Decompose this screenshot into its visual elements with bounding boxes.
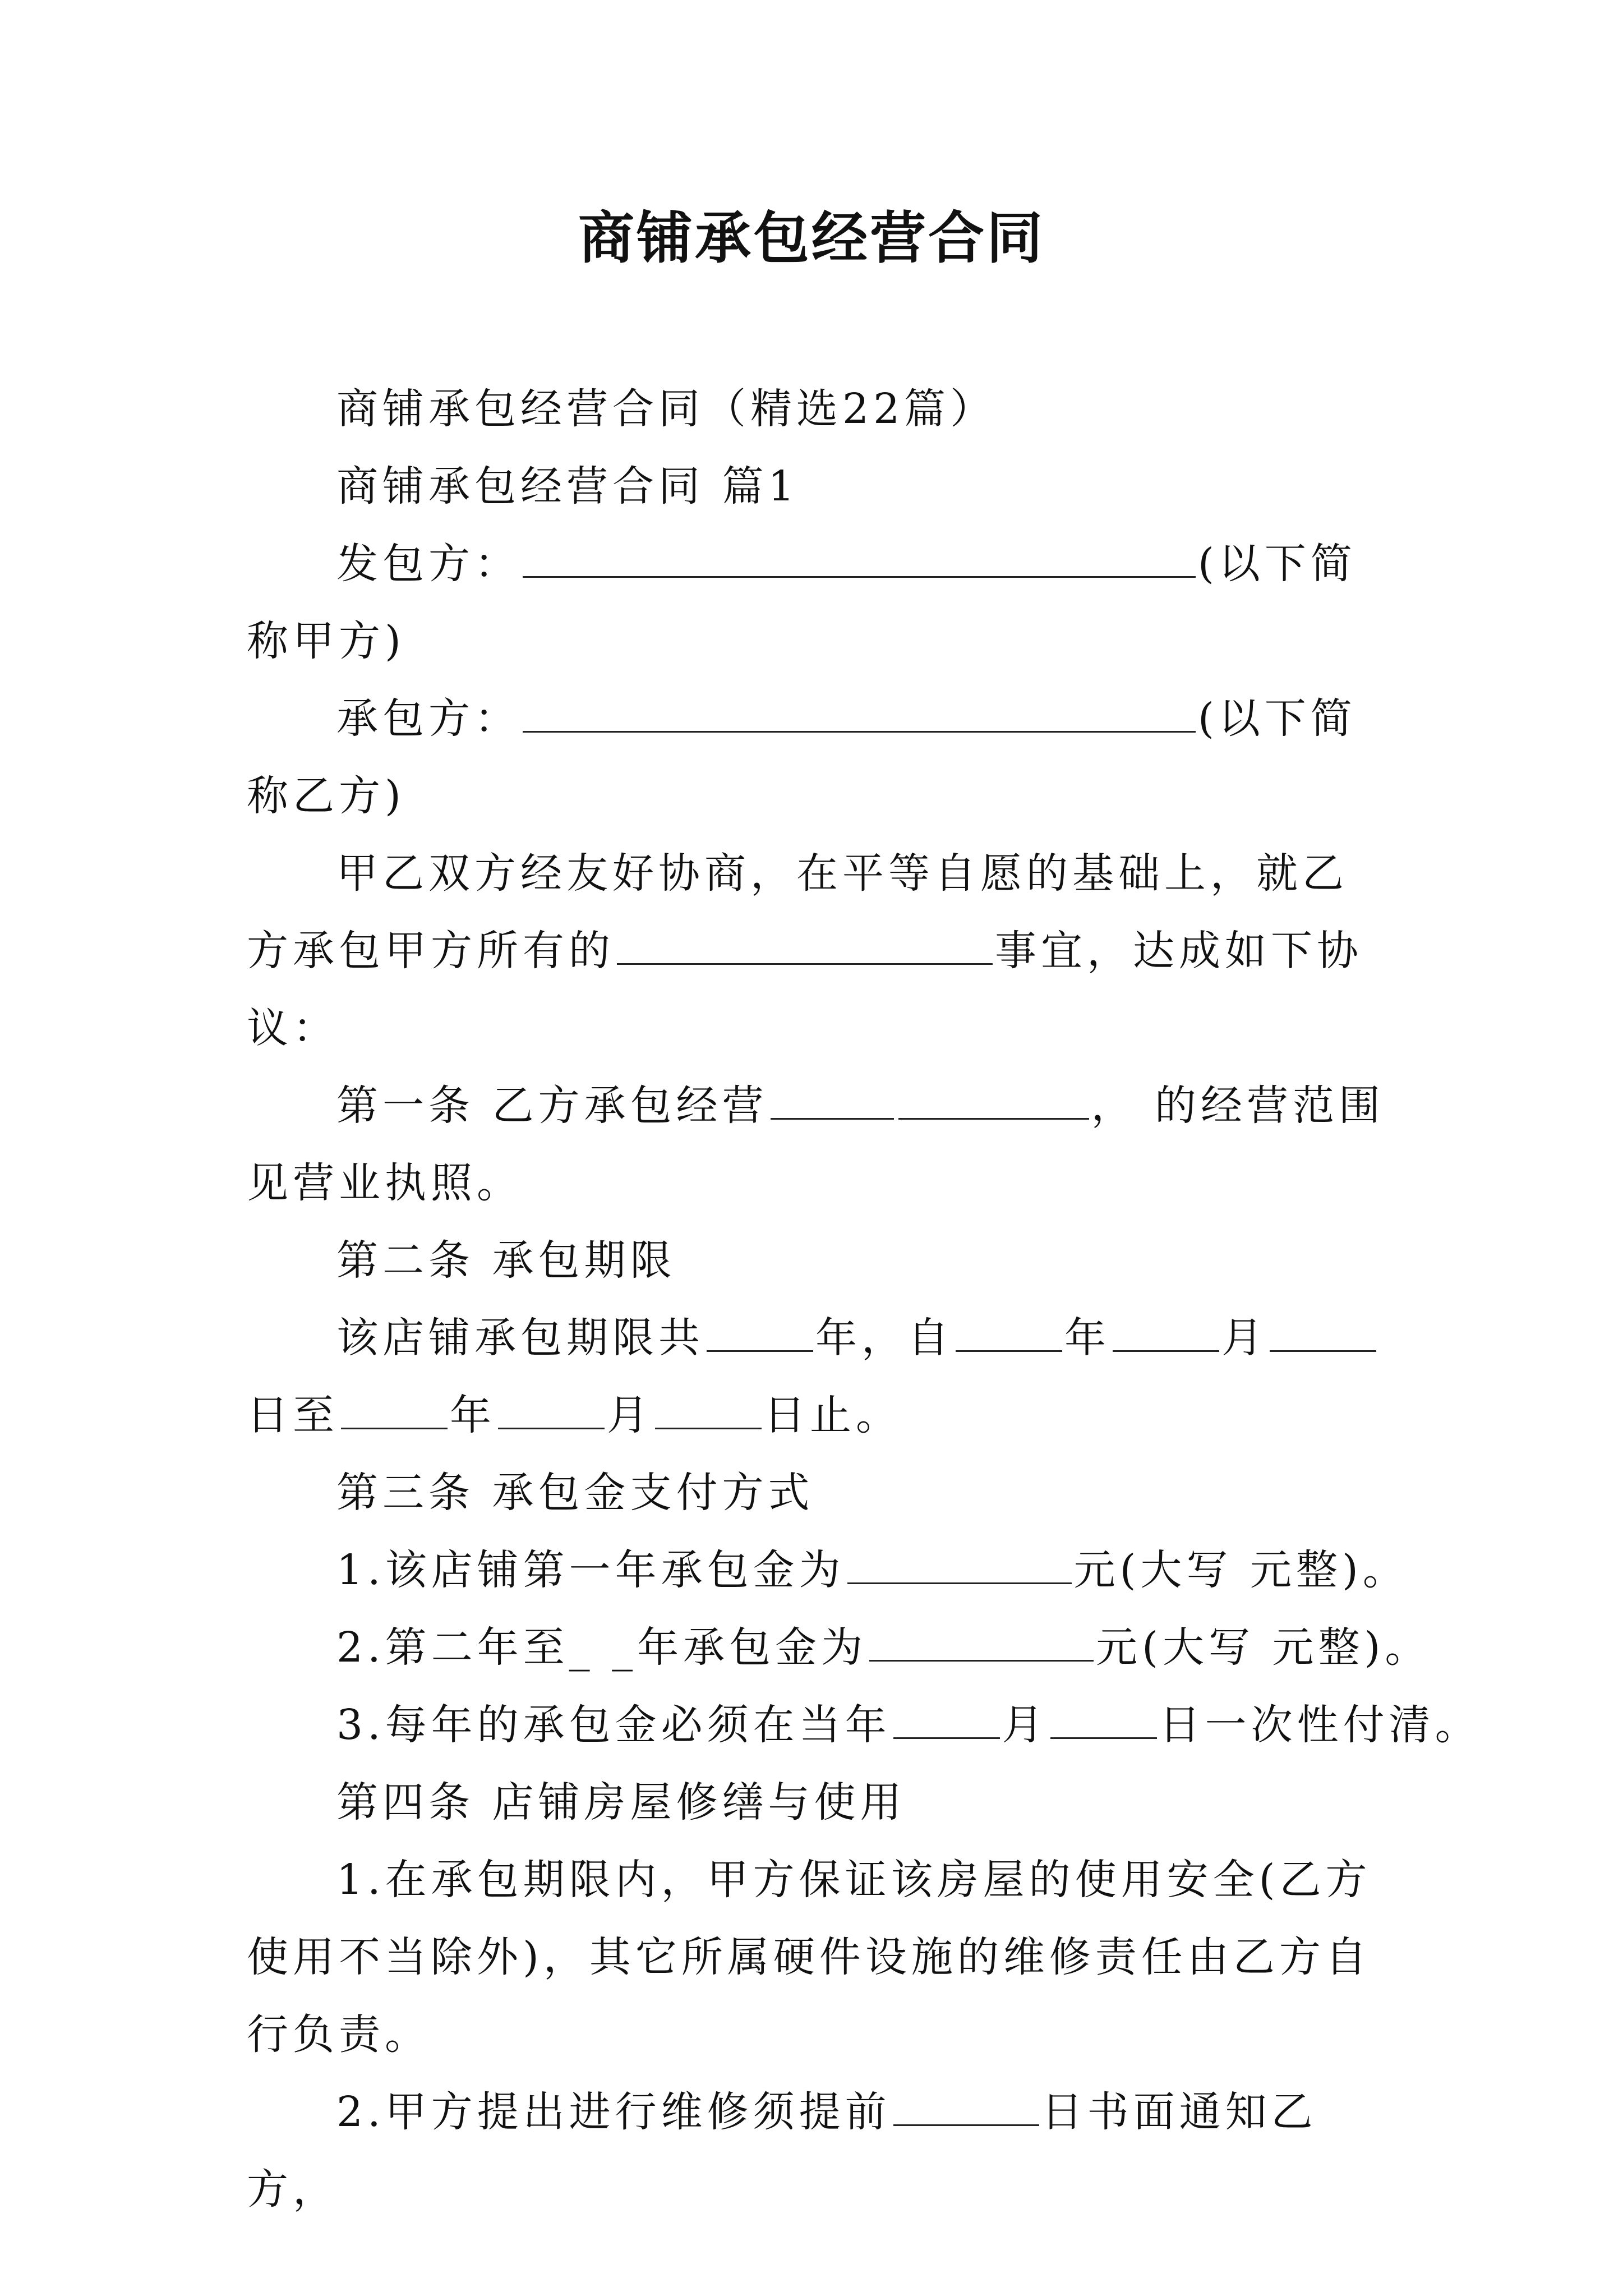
end-day-unit: 日止。 (764, 1391, 902, 1439)
contractee-blank (523, 692, 1196, 733)
end-month-blank (498, 1388, 605, 1429)
start-month-unit: 月 (1221, 1314, 1267, 1362)
article-1-blank-b (898, 1079, 1089, 1120)
contractor-label: 发包方： (336, 540, 520, 588)
repair-notice-text: 2.甲方提出进行维修须提前 (336, 2088, 891, 2136)
paragraph-article-3-heading: 第三条 承包金支付方式 (336, 1469, 814, 1517)
end-day-blank (655, 1388, 762, 1429)
paragraph-preamble (247, 835, 1391, 1067)
paragraph-fee-later-years (247, 1609, 1431, 1686)
term-years-blank (707, 1311, 813, 1352)
fee-day-blank (1050, 1698, 1157, 1739)
start-year-unit: 年 (1064, 1314, 1110, 1362)
article-1-end: ， 的经营范围见营业执照。 (247, 1082, 1385, 1207)
term-years-unit: 年，自 (815, 1314, 953, 1362)
end-month-unit: 月 (607, 1391, 653, 1439)
paragraph-fee-deadline (247, 1686, 1481, 1764)
repair-notice-end: 日书面通知乙方， (247, 2088, 1317, 2214)
paragraph-fee-first-year (247, 1531, 1409, 1609)
article-1-text: 第一条 乙方承包经营 (336, 1082, 768, 1130)
fee-first-year-blank (847, 1543, 1072, 1584)
paragraph-contractor (247, 525, 1391, 680)
preamble-end: 事宜，达成如下协议： (247, 927, 1363, 1052)
preamble-blank (617, 924, 993, 965)
fee-later-years-blank (869, 1621, 1094, 1662)
paragraph-article-1 (247, 1067, 1391, 1222)
article-1-blank-a (771, 1079, 894, 1120)
fee-deadline-text: 3.每年的承包金必须在当年 (336, 1701, 891, 1749)
paragraph-safety-clause: 1.在承包期限内，甲方保证该房屋的使用安全(乙方使用不当除外)，其它所属硬件设施的维修责任由乙方自行负责。 (247, 1856, 1372, 2059)
fee-month-unit: 月 (1002, 1701, 1048, 1749)
paragraph-article-4-heading: 第四条 店铺房屋修缮与使用 (336, 1778, 906, 1826)
fee-first-year-text: 1.该店铺第一年承包金为 (336, 1546, 845, 1594)
contractee-note: (以下简称乙方) (247, 694, 1357, 820)
paragraph-repair-notice (247, 2073, 1391, 2228)
document-body (247, 370, 1481, 2228)
document-title: 商铺承包经营合同 (578, 205, 1045, 271)
contractee-label: 承包方： (336, 694, 520, 743)
fee-later-years-end: 元(大写 元整)。 (1096, 1623, 1431, 1672)
fee-month-blank (893, 1698, 1000, 1739)
paragraph-section-heading: 商铺承包经营合同 篇1 (336, 462, 799, 510)
end-year-blank (341, 1388, 448, 1429)
start-year-blank (956, 1311, 1062, 1352)
term-text: 该店铺承包期限共 (336, 1314, 704, 1362)
paragraph-article-2-heading: 第二条 承包期限 (336, 1236, 676, 1285)
repair-notice-blank (893, 2085, 1039, 2126)
contractor-note: (以下简称甲方) (247, 540, 1357, 665)
start-day-unit: 日至 (247, 1391, 339, 1439)
paragraph-term (247, 1299, 1391, 1454)
paragraph-subtitle: 商铺承包经营合同（精选22篇） (336, 385, 997, 433)
preamble-text: 甲乙双方经友好协商，在平等自愿的基础上，就乙方承包甲方所有的 (247, 849, 1348, 975)
start-month-blank (1113, 1311, 1219, 1352)
start-day-blank (1270, 1311, 1376, 1352)
fee-later-years-text: 2.第二年至_ _年承包金为 (336, 1623, 868, 1672)
contractor-blank (523, 537, 1196, 578)
fee-first-year-end: 元(大写 元整)。 (1073, 1546, 1409, 1594)
paragraph-contractee (247, 680, 1391, 835)
end-year-unit: 年 (450, 1391, 496, 1439)
fee-day-end: 日一次性付清。 (1159, 1701, 1481, 1749)
